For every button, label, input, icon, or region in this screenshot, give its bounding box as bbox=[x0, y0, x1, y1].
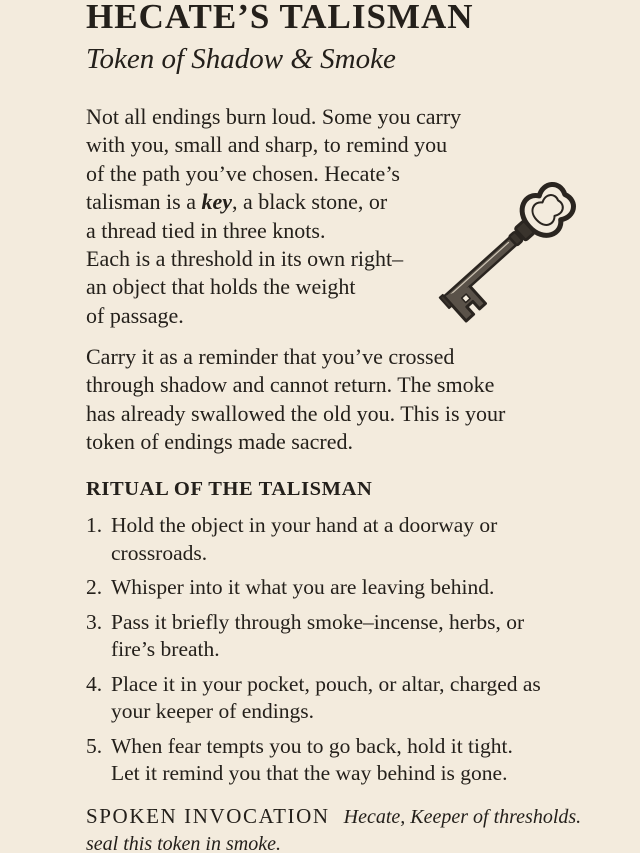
second-line: through shadow and cannot return. The smoke bbox=[86, 372, 495, 398]
step-text: Pass it briefly through smoke–incense, herbs, or bbox=[111, 609, 525, 634]
intro-line: of the path you’ve chosen. Hecate’s bbox=[86, 160, 400, 186]
intro-line: a thread tied in three knots. bbox=[86, 217, 326, 243]
page-subtitle: Token of Shadow & Smoke bbox=[86, 43, 396, 75]
step-text: When fear tempts you to go back, hold it tight. bbox=[111, 733, 513, 758]
second-paragraph bbox=[86, 343, 505, 457]
ritual-heading: RITUAL OF THE TALISMAN bbox=[86, 478, 373, 500]
intro-line: Not all endings burn loud. Some you carry bbox=[86, 104, 462, 129]
ritual-step bbox=[86, 733, 606, 788]
step-text: Let it remind you that the way behind is gone. bbox=[111, 761, 508, 785]
intro-line: of passage. bbox=[86, 302, 184, 328]
step-text: crossroads. bbox=[111, 540, 208, 565]
step-number: 4. bbox=[86, 671, 103, 696]
invocation-text: Hecate, Keeper of thresholds. bbox=[343, 806, 582, 828]
invocation bbox=[86, 804, 581, 829]
step-number: 3. bbox=[86, 609, 103, 634]
ritual-step bbox=[86, 574, 606, 602]
second-line: Carry it as a reminder that you’ve crossed bbox=[86, 344, 455, 369]
step-number: 1. bbox=[86, 513, 103, 537]
step-number: 5. bbox=[86, 733, 103, 758]
invocation-continuation: seal this token in smoke. bbox=[86, 833, 281, 853]
step-text: Hold the object in your hand at a doorway or bbox=[111, 513, 498, 537]
invocation-label: SPOKEN INVOCATION bbox=[86, 804, 330, 828]
ritual-steps bbox=[86, 512, 606, 795]
antique-key-icon bbox=[392, 180, 592, 340]
ritual-step bbox=[86, 512, 606, 567]
step-text: fire’s breath. bbox=[111, 637, 220, 661]
intro-text: talisman is a bbox=[86, 189, 202, 215]
step-text: Whisper into it what you are leaving behind. bbox=[111, 575, 495, 599]
intro-line: Each is a threshold in its own right– bbox=[86, 246, 404, 272]
second-line: token of endings made sacred. bbox=[86, 429, 353, 455]
key-emphasis: key bbox=[201, 189, 233, 215]
step-text: your keeper of endings. bbox=[111, 699, 314, 723]
ritual-step bbox=[86, 609, 606, 664]
second-line: has already swallowed the old you. This is your bbox=[86, 400, 506, 426]
ritual-step bbox=[86, 671, 606, 726]
step-text: Place it in your pocket, pouch, or altar, charged as bbox=[111, 671, 541, 696]
page-title: HECATE’S TALISMAN bbox=[86, 0, 474, 36]
step-number: 2. bbox=[86, 575, 103, 599]
intro-line: with you, small and sharp, to remind you bbox=[86, 132, 448, 158]
intro-line: an object that holds the weight bbox=[86, 274, 356, 300]
intro-text: , a black stone, or bbox=[232, 189, 388, 215]
